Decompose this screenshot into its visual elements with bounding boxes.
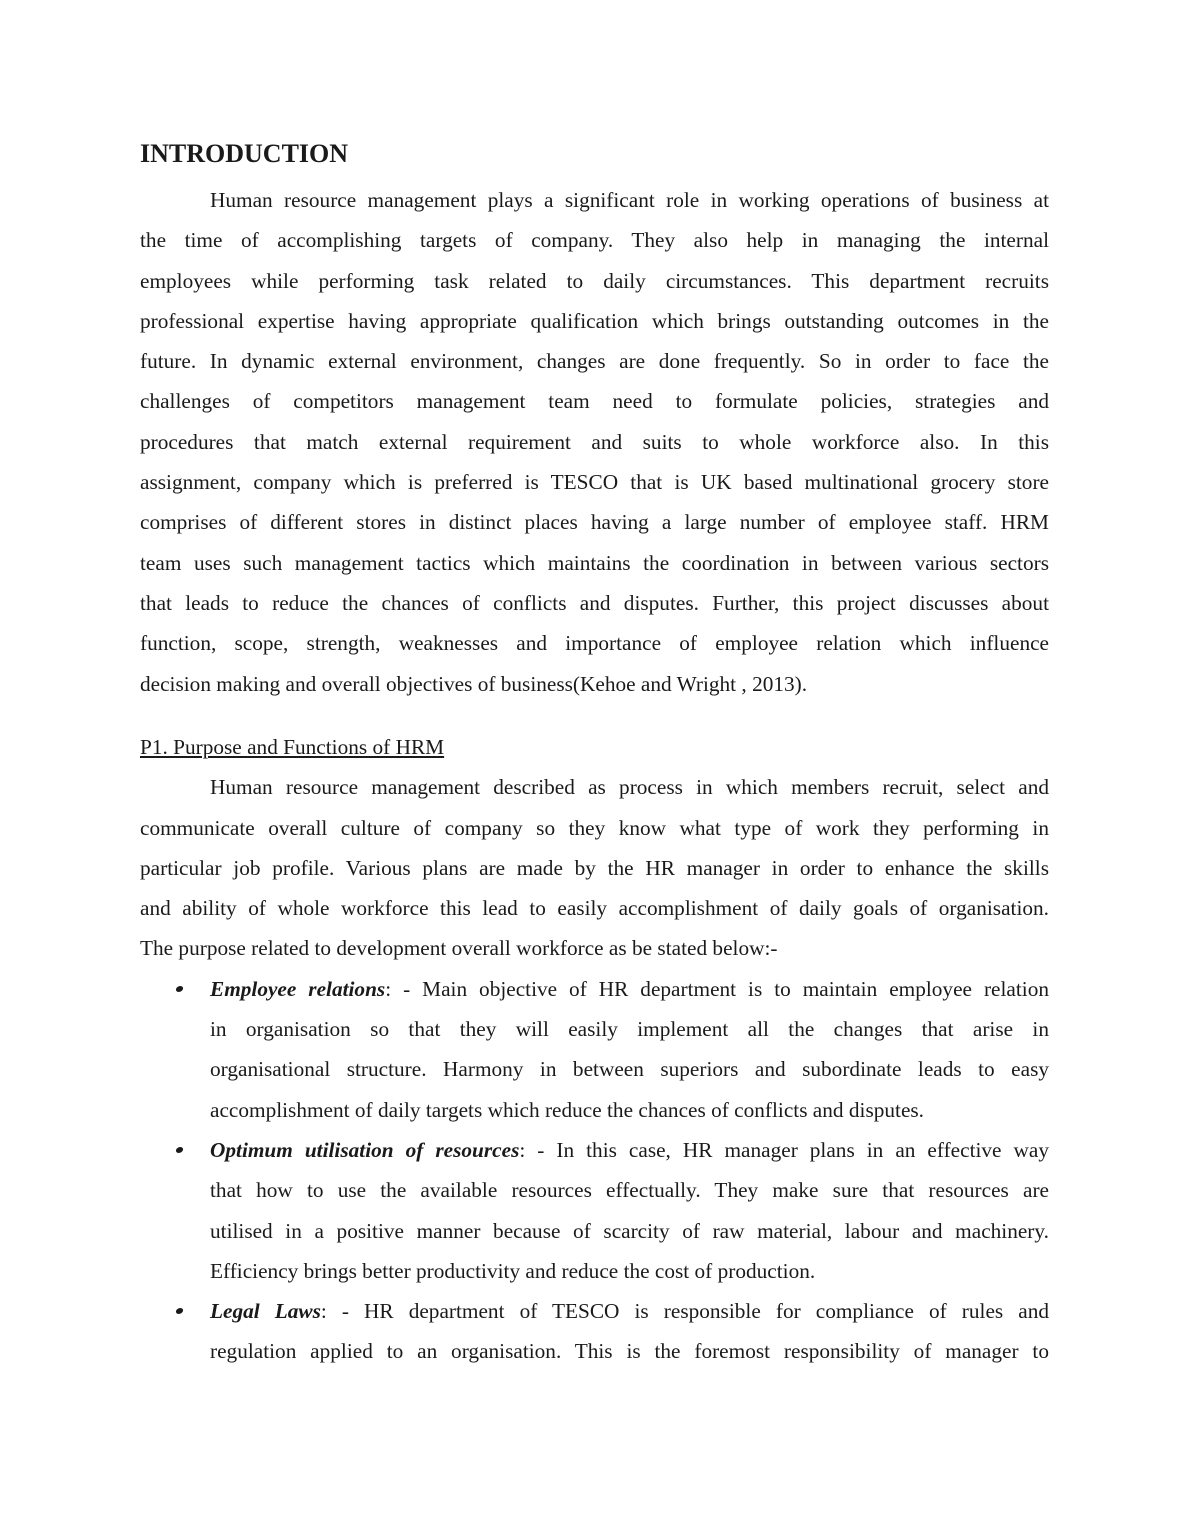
text-line: The purpose related to development overall workforce as be stated below:-: [140, 936, 778, 961]
text-line: team uses such management tactics which maintains the coordination in between various sectors: [140, 550, 1049, 575]
bullet-icon: [175, 1308, 184, 1314]
text-line: challenges of competitors management team need to formulate policies, strategies and: [140, 389, 1049, 414]
text-line: employees while performing task related to daily circumstances. This department recruits: [140, 268, 1049, 293]
introduction-heading: INTRODUCTION: [140, 139, 349, 168]
text-line: professional expertise having appropriate qualification which brings outstanding outcomes in the: [140, 308, 1049, 333]
introduction-paragraph: [140, 180, 1049, 704]
text-line: assignment, company which is preferred is TESCO that is UK based multinational grocery store: [140, 470, 1049, 495]
bullet-text: : - Main objective of HR department is to maintain employee relation: [385, 976, 1049, 1001]
text-line: accomplishment of daily targets which reduce the chances of conflicts and disputes.: [210, 1097, 925, 1122]
bullet-term: Optimum utilisation of resources: [210, 1137, 520, 1162]
bullet-text: : - HR department of TESCO is responsible for compliance of rules and: [320, 1299, 1049, 1324]
text-line: Human resource management described as process in which members recruit, select and: [210, 775, 1049, 800]
text-line: the time of accomplishing targets of company. They also help in managing the internal: [140, 228, 1049, 253]
section-heading: P1. Purpose and Functions of HRM: [140, 735, 445, 759]
bullet-icon: [175, 986, 184, 992]
text-line: procedures that match external requirement and suits to whole workforce also. In this: [140, 429, 1049, 454]
text-line: comprises of different stores in distinct places having a large number of employee staff. HRM: [140, 510, 1049, 535]
text-line: communicate overall culture of company so they know what type of work they performing in: [140, 815, 1049, 840]
text-line: in organisation so that they will easily implement all the changes that arise in: [210, 1017, 1049, 1042]
text-line: function, scope, strength, weaknesses and importance of employee relation which influence: [140, 631, 1049, 656]
bullet-item-optimum-utilisation: [140, 1130, 1049, 1291]
bullet-term: Employee relations: [210, 976, 386, 1001]
bullet-term: Legal Laws: [210, 1299, 321, 1324]
text-line: organisational structure. Harmony in between superiors and subordinate leads to easy: [210, 1057, 1049, 1082]
text-line: Human resource management plays a significant role in working operations of business at: [210, 188, 1049, 212]
bullet-text: : - In this case, HR manager plans in an effective way: [519, 1137, 1049, 1162]
bullet-item-employee-relations: [140, 969, 1049, 1130]
text-line: [210, 969, 1049, 1009]
bullet-icon: [175, 1147, 184, 1153]
text-line: [210, 1130, 1049, 1170]
text-line: decision making and overall objectives of business(Kehoe and Wright , 2013).: [140, 671, 808, 696]
text-line: and ability of whole workforce this lead to easily accomplishment of daily goals of organisation.: [140, 896, 1049, 921]
text-line: utilised in a positive manner because of scarcity of raw material, labour and machinery.: [210, 1218, 1049, 1243]
bullet-item-legal-laws: [140, 1291, 1049, 1372]
text-line: [210, 1291, 1049, 1331]
text-line: regulation applied to an organisation. This is the foremost responsibility of manager to: [210, 1339, 1049, 1364]
text-line: Efficiency brings better productivity and reduce the cost of production.: [210, 1258, 816, 1283]
section-p1: [140, 727, 1049, 1372]
text-line: that how to use the available resources effectually. They make sure that resources are: [210, 1178, 1049, 1203]
text-line: future. In dynamic external environment, changes are done frequently. So in order to face the: [140, 349, 1049, 374]
text-line: particular job profile. Various plans are made by the HR manager in order to enhance the skills: [140, 855, 1049, 880]
text-line: that leads to reduce the chances of conflicts and disputes. Further, this project discusses about: [140, 590, 1049, 615]
